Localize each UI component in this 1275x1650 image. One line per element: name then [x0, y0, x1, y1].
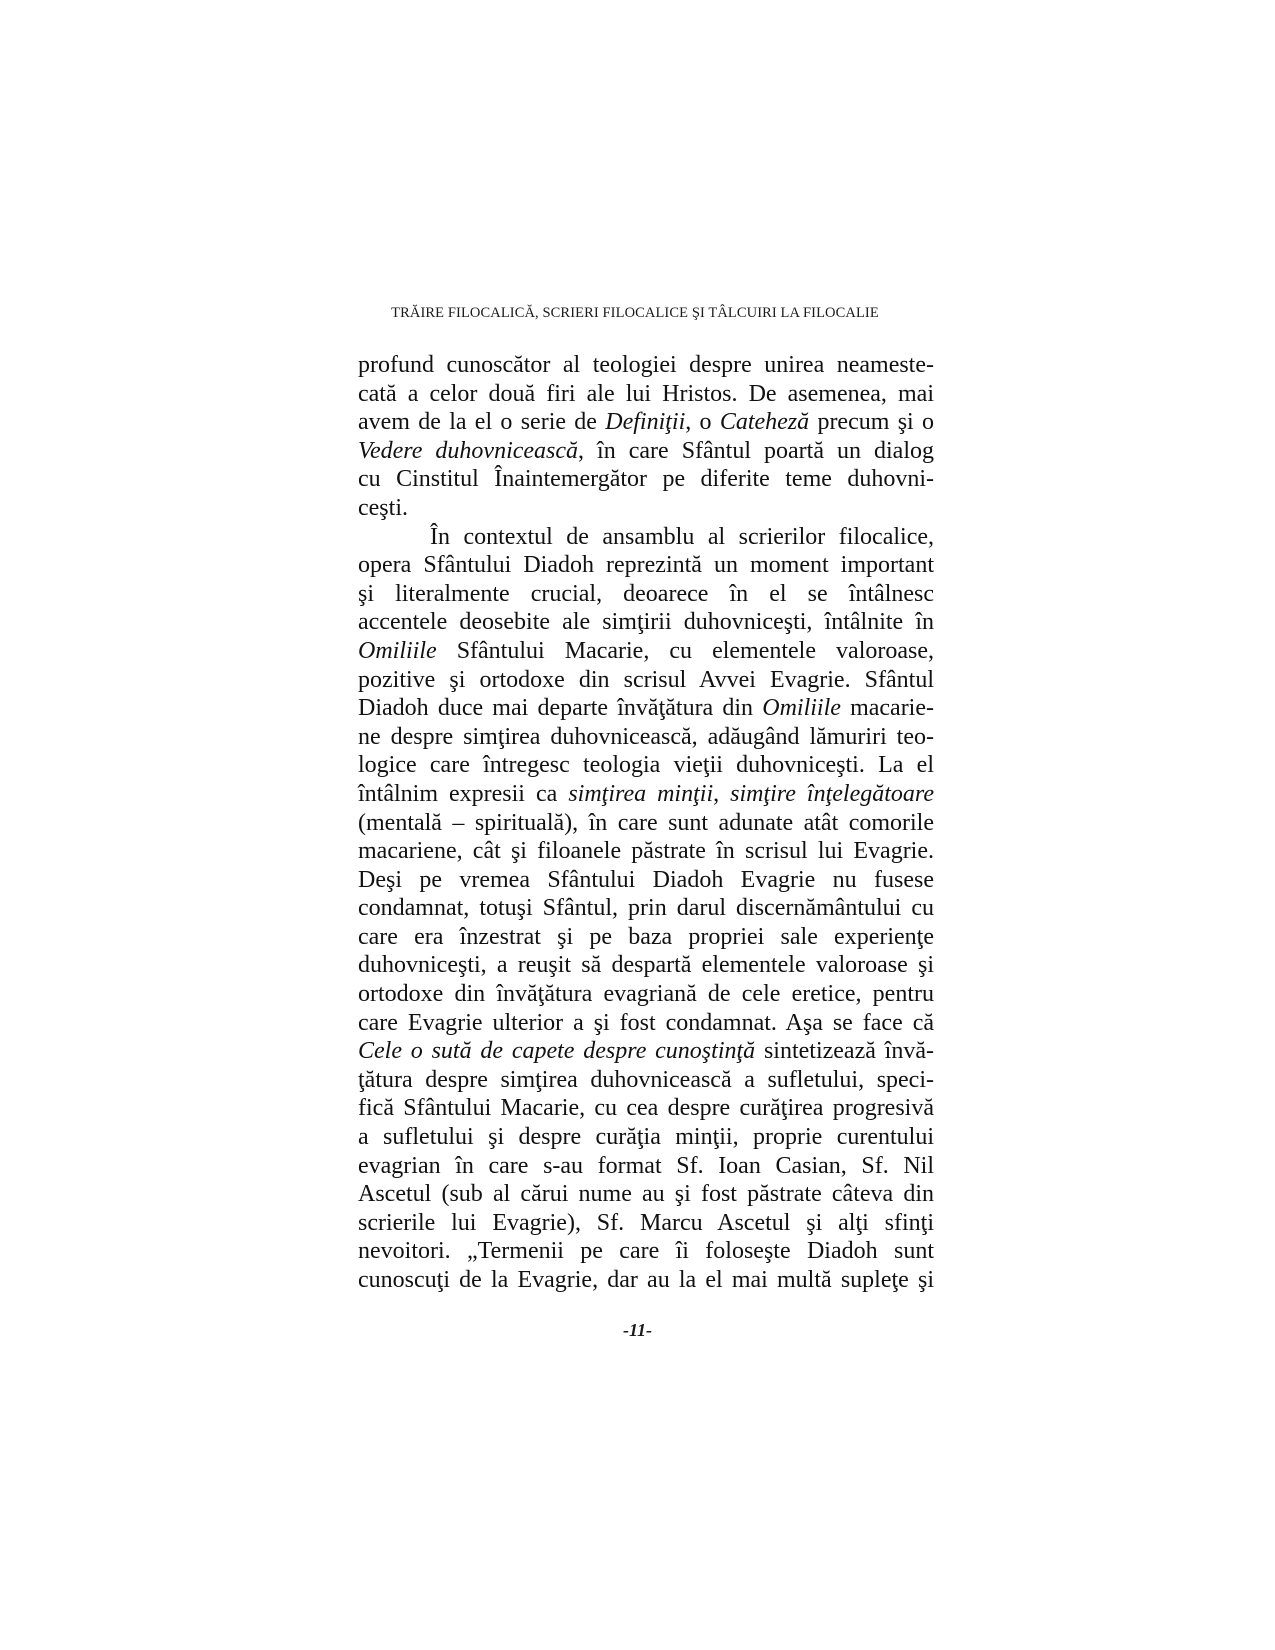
text-line	[358, 1123, 934, 1152]
text-run: ,	[713, 780, 731, 807]
text-run: evagrian în care s-au format Sf. Ioan Casian, Sf. Nil	[358, 1152, 934, 1179]
text-run: În contextul de ansamblu al scrierilor filocalice,	[430, 523, 934, 550]
text-line	[358, 494, 934, 523]
text-run: , în care Sfântul poartă un dialog	[578, 437, 934, 464]
text-run: cunoscuţi de la Evagrie, dar au la el mai multă supleţe şi	[358, 1267, 934, 1293]
italic-title: Cele o sută de capete despre cunoştinţă	[358, 1038, 756, 1065]
text-run: a sufletului şi despre curăţia minţii, proprie curentului	[358, 1124, 934, 1151]
text-run: accentele deosebite ale simţirii duhovniceşti, întâlnite în	[358, 609, 934, 636]
text-run: nevoitori. „Termenii pe care îi foloseşte Diadoh sunt	[358, 1238, 934, 1265]
text-run: Deşi pe vremea Sfântului Diadoh Evagrie nu fusese	[358, 866, 934, 893]
text-run: Ascetul (sub al cărui nume au şi fost păstrate câteva din	[358, 1181, 934, 1208]
text-line	[358, 923, 934, 952]
text-line	[358, 837, 934, 866]
text-line	[358, 1237, 934, 1266]
italic-title: simţirea minţii	[568, 780, 714, 807]
text-run: Sfântului Macarie, cu elementele valoroase,	[436, 637, 934, 664]
text-line	[358, 465, 934, 494]
text-run: precum şi o	[809, 409, 934, 436]
text-line	[358, 351, 934, 380]
text-line	[358, 1037, 934, 1066]
italic-title: Vedere duhovnicească	[358, 437, 579, 464]
text-line	[358, 723, 934, 752]
text-line	[358, 894, 934, 923]
italic-title: Omiliile	[762, 695, 841, 722]
italic-title: Cateheză	[719, 409, 810, 436]
text-run: sintetizează învă-	[755, 1038, 934, 1065]
page-number: -11-	[623, 1320, 652, 1340]
text-run: macariene, cât şi filoanele păstrate în scrisul lui Evagrie.	[358, 838, 934, 865]
text-line	[358, 437, 934, 466]
body-text	[358, 351, 934, 1295]
text-line	[358, 380, 934, 409]
text-run: şi literalmente crucial, deoarece în el se întâlnesc	[358, 580, 934, 607]
text-line	[358, 1066, 934, 1095]
text-line	[358, 523, 934, 552]
text-line	[358, 580, 934, 609]
text-run: întâlnim expresii ca	[358, 780, 569, 807]
italic-title: Definiţii	[605, 409, 686, 436]
text-run: ceşti.	[358, 494, 408, 521]
text-run: opera Sfântului Diadoh reprezintă un moment important	[358, 552, 934, 579]
text-run: avem de la el o serie de	[358, 409, 606, 436]
text-line	[358, 1009, 934, 1038]
text-run: pozitive şi ortodoxe din scrisul Avvei Evagrie. Sfântul	[358, 666, 934, 693]
text-line	[358, 951, 934, 980]
text-run: cată a celor două firi ale lui Hristos. De asemenea, mai	[358, 380, 934, 407]
text-line	[358, 551, 934, 580]
text-run: profund cunoscător al teologiei despre unirea neameste-	[358, 352, 934, 378]
text-run: care Evagrie ulterior a şi fost condamnat. Aşa se face că	[358, 1009, 934, 1036]
text-run: ortodoxe din învăţătura evagriană de cele eretice, pentru	[358, 981, 934, 1008]
text-line	[358, 751, 934, 780]
text-line	[358, 1180, 934, 1209]
text-run: (mentală – spirituală), în care sunt adunate atât comorile	[358, 809, 934, 836]
text-line	[358, 408, 934, 437]
text-run: condamnat, totuşi Sfântul, prin darul discernământului cu	[358, 895, 934, 922]
text-line	[358, 637, 934, 666]
text-run: macarie-	[840, 695, 934, 722]
text-run: scrierile lui Evagrie), Sf. Marcu Ascetul şi alţi sfinţi	[358, 1209, 934, 1236]
text-line	[358, 809, 934, 838]
text-run: cu Cinstitul Înaintemergător pe diferite teme duhovni-	[358, 466, 934, 493]
text-line	[358, 1266, 934, 1295]
text-line	[358, 1152, 934, 1181]
text-run: Diadoh duce mai departe învăţătura din	[358, 695, 763, 722]
running-head: TRĂIRE FILOCALICĂ, SCRIERI FILOCALICE ŞI TÂLCUIRI LA FILOCALIE	[391, 305, 879, 321]
italic-title: simţire înţelegătoare	[730, 780, 934, 807]
text-line	[358, 1209, 934, 1238]
text-run: logice care întregesc teologia vieţii duhovniceşti. La el	[358, 752, 934, 779]
text-run: fică Sfântului Macarie, cu cea despre curăţirea progresivă	[358, 1095, 934, 1122]
italic-title: Omiliile	[358, 637, 437, 664]
text-run: , o	[685, 409, 720, 436]
text-line	[358, 780, 934, 809]
text-run: ne despre simţirea duhovnicească, adăugând lămuriri teo-	[358, 723, 934, 750]
text-line	[358, 608, 934, 637]
text-run: care era înzestrat şi pe baza propriei sale experienţe	[358, 923, 934, 950]
text-line	[358, 866, 934, 895]
text-line	[358, 694, 934, 723]
text-line	[358, 980, 934, 1009]
text-run: duhovniceşti, a reuşit să despartă elementele valoroase şi	[358, 952, 934, 979]
text-run: ţătura despre simţirea duhovnicească a sufletului, speci-	[358, 1066, 934, 1093]
text-line	[358, 1094, 934, 1123]
text-line	[358, 666, 934, 695]
